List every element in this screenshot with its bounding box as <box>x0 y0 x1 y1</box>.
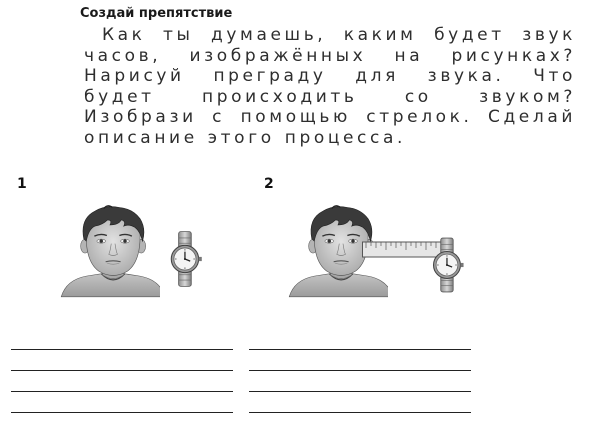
answer-line-2-3[interactable] <box>249 391 471 392</box>
answer-line-2-4[interactable] <box>249 412 471 413</box>
figure-1-number: 1 <box>17 176 27 192</box>
task-instructions: Как ты думаешь, каким будет звук часов, изображённых на рисунках? Нарисуй преграду для звука. Что будет происходить со звуком? Изобрази с помощью стрелок. Сделай описание этого процесса. <box>84 25 576 148</box>
wristwatch-illustration-1 <box>166 229 206 289</box>
answer-line-1-2[interactable] <box>11 370 233 371</box>
answer-line-1-3[interactable] <box>11 391 233 392</box>
answer-line-2-2[interactable] <box>249 370 471 371</box>
wristwatch-illustration-2 <box>428 236 468 294</box>
exercise-title: Создай препятствие <box>80 6 233 21</box>
answer-line-1-1[interactable] <box>11 349 233 350</box>
answer-line-1-4[interactable] <box>11 412 233 413</box>
boy-face-illustration-1 <box>60 183 160 323</box>
answer-line-2-1[interactable] <box>249 349 471 350</box>
figure-2-number: 2 <box>264 176 274 192</box>
